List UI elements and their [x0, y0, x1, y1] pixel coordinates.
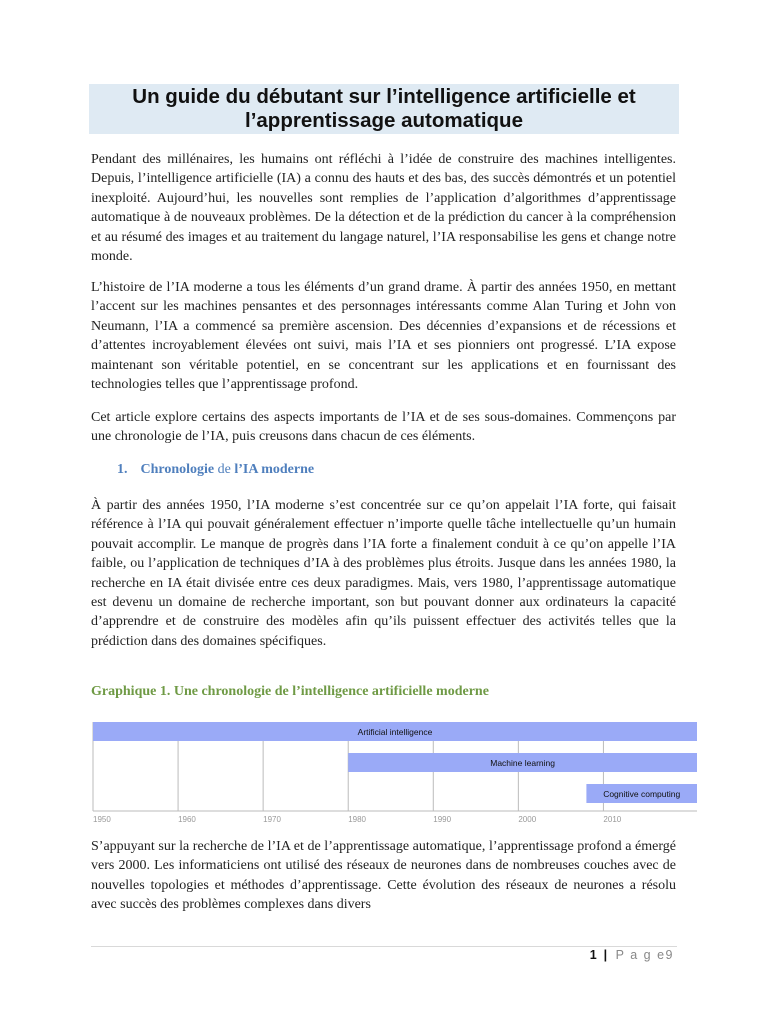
timeline-tick-label-2010: 2010: [603, 815, 622, 824]
timeline-tick-label-2000: 2000: [518, 815, 537, 824]
section-title-part1: Chronologie: [140, 462, 215, 477]
timeline-tick-label-1960: 1960: [178, 815, 196, 824]
page-number: 1: [589, 948, 597, 962]
paragraph-history: L’histoire de l’IA moderne a tous les éléments d’un grand drame. À partir des années 1950, en mettant l’accent sur les machines pensantes et des personnages intéressants comme Alan Turing et John von Neumann, l’IA a commencé sa première ascension. Des décennies d’expansions et de récessions et d’attentes incroyablement élevées ont suivi, mais l’IA et ses pionniers ont progressé. L’IA expose maintenant son véritable potentiel, en se concentrant sur les applications et en fournissant des technologies telles que l’apprentissage profond.: [91, 280, 676, 393]
paragraph-intro: Pendant des millénaires, les humains ont réfléchi à l’idée de construire des machines intelligentes. Depuis, l’intelligence artificielle (IA) a connu des hauts et des bas, des succès démontrés et un potentiel inexploité. Aujourd’hui, les nouvelles sont remplies de l’application d’algorithmes d’apprentissage automatique à de nouveaux problèmes. De la détection et de la prédiction du cancer à la compréhension et au résumé des images et au traitement du langage naturel, l’IA responsabilise les gens et change notre monde.: [91, 152, 676, 265]
timeline-tick-label-1990: 1990: [433, 815, 452, 824]
timeline-bar-label-artificial-intelligence: Artificial intelligence: [357, 727, 433, 737]
paragraph-overview: Cet article explore certains des aspects importants de l’IA et de ses sous-domaines. Commençons par une chronologie de l’IA, puis creusons dans chacun de ces éléments.: [91, 410, 676, 445]
timeline-tick-label-1950: 1950: [93, 815, 111, 824]
page-total: 9: [665, 948, 674, 962]
paragraph-timeline-text: À partir des années 1950, l’IA moderne s’est concentrée sur ce qu’on appelait l’IA forte, qui faisait référence à l’IA qui pouvait généralement effectuer n’importe quelle tâche intellectuelle qu’un humain pouvait accomplir. Le manque de progrès dans l’IA forte a finalement conduit à ce qu’on appelle l’IA faible, ou l’application de techniques d’IA à des problèmes plus étroits. Jusque dans les années 1980, la recherche en IA était divisée entre ces deux paradigmes. Mais, vers 1980, l’apprentissage automatique est devenu un domaine de recherche important, son but pouvant donner aux ordinateurs la capacité d’apprendre et de construire des modèles afin qu’ils puissent effectuer des activités telles que la prédiction dans des domaines spécifiques.: [91, 498, 676, 649]
paragraph-deep-learning: S’appuyant sur la recherche de l’IA et de l’apprentissage automatique, l’apprentissage profond a émergé vers 2000. Les informaticiens ont utilisé des réseaux de neurones dans de nombreuses couches avec de nouvelles topologies et méthodes d’apprentissage. Cette évolution des réseaux de neurones a résolu avec succès des problèmes complexes dans divers: [91, 839, 676, 913]
timeline-svg: [90, 716, 700, 828]
page-footer: [590, 948, 674, 962]
footer-separator: |: [603, 948, 609, 962]
figure-caption: Graphique 1. Une chronologie de l’intelligence artificielle moderne: [91, 684, 489, 699]
timeline-bar-label-machine-learning: Machine learning: [490, 758, 555, 768]
section-title-part2: de: [217, 462, 231, 477]
page-label: P a g e: [615, 948, 666, 962]
footer-divider: [91, 946, 677, 947]
section-title-part3: l’IA moderne: [234, 462, 315, 477]
title-banner: [89, 84, 679, 134]
section-number: 1.: [117, 462, 128, 477]
timeline-chart: [90, 716, 700, 828]
timeline-bar-label-cognitive-computing: Cognitive computing: [603, 789, 681, 799]
section-heading: [117, 462, 314, 478]
document-title: Un guide du débutant sur l’intelligence artificielle et l’apprentissage automatique: [132, 85, 636, 132]
timeline-tick-label-1970: 1970: [263, 815, 281, 824]
timeline-tick-label-1980: 1980: [348, 815, 367, 824]
